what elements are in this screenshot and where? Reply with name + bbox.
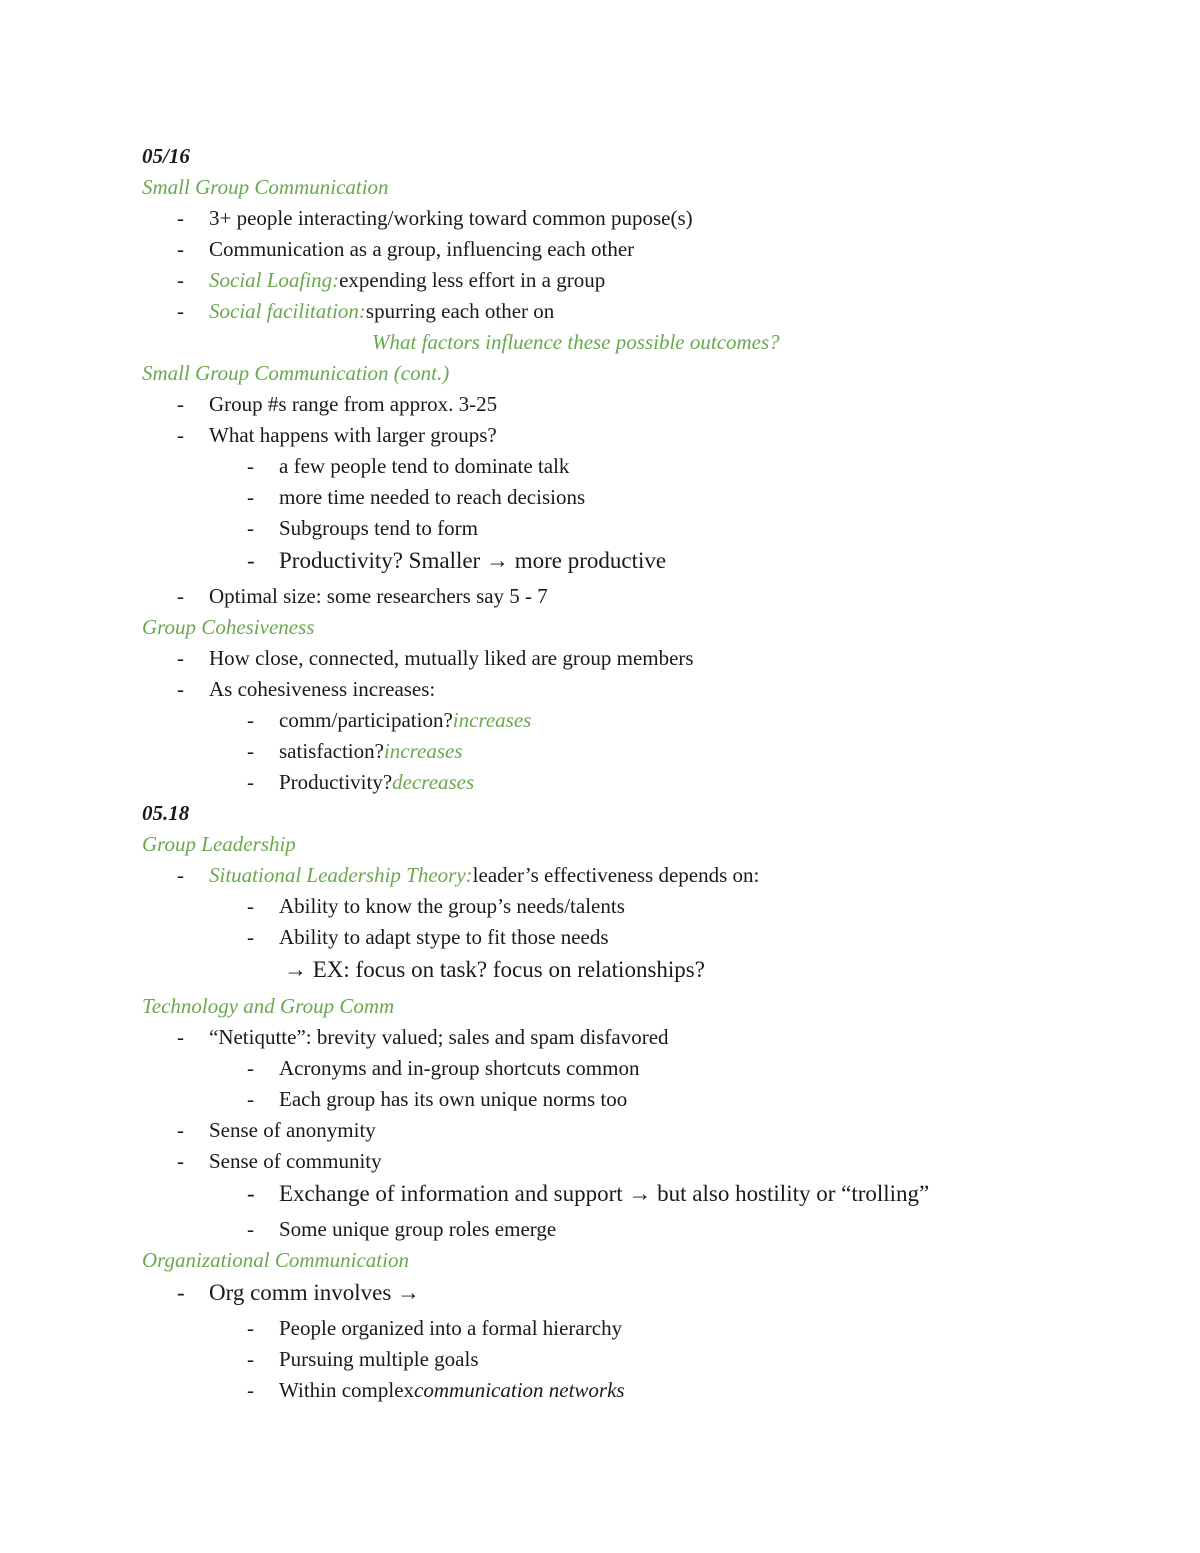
section-heading: Group Leadership [142, 832, 296, 856]
sub-list-item: - Acronyms and in-group shortcuts common [247, 1056, 640, 1080]
section-heading: Group Cohesiveness [142, 615, 315, 639]
section-heading: Small Group Communication (cont.) [142, 361, 450, 385]
section-heading: Organizational Communication [142, 1248, 409, 1272]
sub-list-item: - Within complex communication networks [247, 1378, 625, 1402]
list-item: - Optimal size: some researchers say 5 - 7 [177, 584, 548, 608]
date-heading: 05.18 [142, 801, 190, 825]
sub-list-item: - Ability to adapt stype to fit those needs [247, 925, 609, 949]
term: Social Loafing: [209, 268, 340, 292]
list-item: - Group #s range from approx. 3-25 [177, 392, 498, 416]
note-line: → EX: focus on task? focus on relationships? [284, 957, 705, 982]
date-heading: 05/16 [142, 144, 190, 168]
sub-list-item: - Some unique group roles emerge [247, 1217, 557, 1241]
sub-list-item: - satisfaction? increases [247, 739, 463, 763]
sub-list-item: - more time needed to reach decisions [247, 485, 586, 509]
list-item: - Communication as a group, influencing each other [177, 237, 635, 261]
list-item: - Sense of anonymity [177, 1118, 376, 1142]
sub-list-item: - Productivity? Smaller → more productive [247, 548, 667, 573]
list-item: - 3+ people interacting/working toward common pupose(s) [177, 206, 693, 230]
sub-list-item: - People organized into a formal hierarchy [247, 1316, 623, 1340]
term: Social facilitation: [209, 299, 366, 323]
sub-list-item: - Each group has its own unique norms too [247, 1087, 628, 1111]
sub-list-item: - Subgroups tend to form [247, 516, 478, 540]
list-item: - Social facilitation: spurring each other on [177, 299, 555, 323]
sub-list-item: - Pursuing multiple goals [247, 1347, 479, 1371]
sub-list-item: - comm/participation? increases [247, 708, 532, 732]
section-heading: Small Group Communication [142, 175, 389, 199]
answer: increases [452, 708, 532, 732]
list-item: - Org comm involves → [177, 1280, 421, 1305]
list-item: - “Netiqutte”: brevity valued; sales and spam disfavored [177, 1025, 669, 1049]
list-item: - What happens with larger groups? [177, 423, 497, 447]
term: Situational Leadership Theory: [209, 863, 473, 887]
list-item: - Sense of community [177, 1149, 382, 1173]
section-heading: Technology and Group Comm [142, 994, 395, 1018]
list-item: - As cohesiveness increases: [177, 677, 436, 701]
question-line: What factors influence these possible outcomes? [372, 330, 780, 354]
sub-list-item: - Productivity? decreases [247, 770, 475, 794]
sub-list-item: - Exchange of information and support → but also hostility or “trolling” [247, 1181, 930, 1206]
sub-list-item: - Ability to know the group’s needs/talents [247, 894, 625, 918]
sub-list-item: - a few people tend to dominate talk [247, 454, 570, 478]
list-item: - Social Loafing: expending less effort in a group [177, 268, 606, 292]
answer: decreases [392, 770, 475, 794]
list-item: - How close, connected, mutually liked are group members [177, 646, 694, 670]
emphasis: communication networks [414, 1378, 625, 1402]
answer: increases [383, 739, 463, 763]
list-item: - Situational Leadership Theory: leader’s effectiveness depends on: [177, 863, 760, 887]
